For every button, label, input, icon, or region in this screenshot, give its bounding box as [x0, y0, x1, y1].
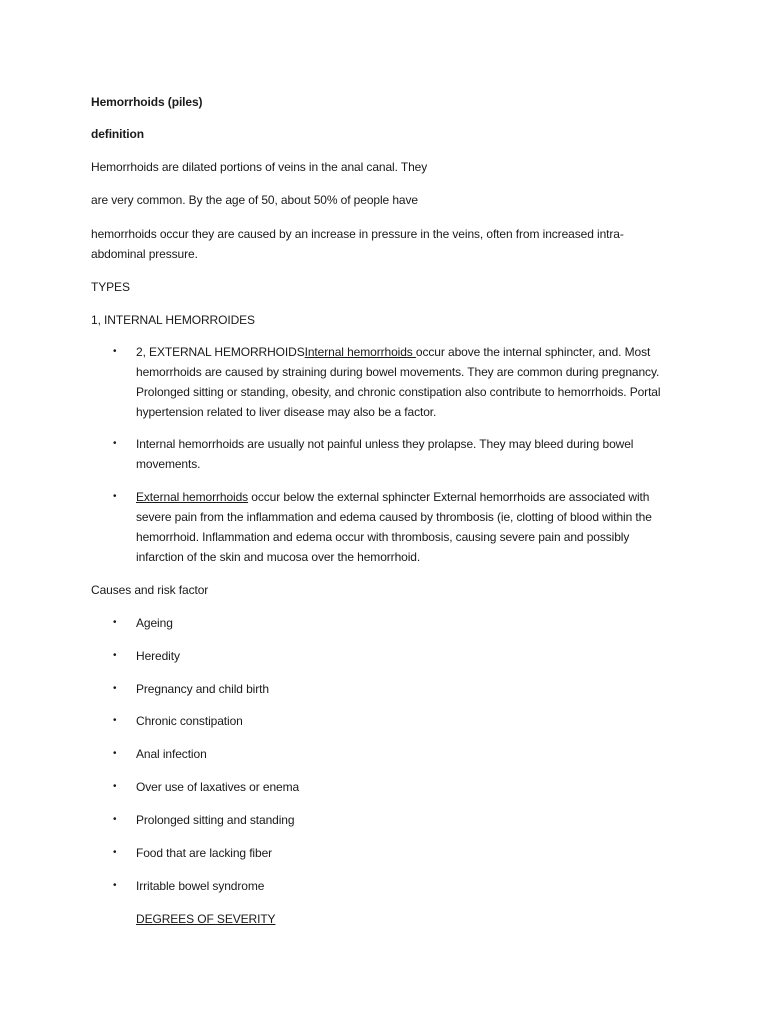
definition-paragraph-1: Hemorrhoids are dilated portions of veins in the anal canal. They — [91, 160, 428, 174]
cause-text: Pregnancy and child birth — [136, 682, 269, 696]
cause-text: Anal infection — [136, 747, 207, 761]
list-item — [113, 711, 673, 731]
bullet-icon: • — [113, 650, 117, 661]
cause-text: Over use of laxatives or enema — [136, 780, 300, 794]
cause-text: Food that are lacking fiber — [136, 846, 273, 860]
list-item — [113, 679, 673, 699]
cause-text: Irritable bowel syndrome — [136, 879, 265, 893]
definition-paragraph-3: hemorrhoids occur they are caused by an increase in pressure in the veins, often from increased intra-abdominal pressure. — [91, 227, 624, 261]
degrees-heading: DEGREES OF SEVERITY — [136, 912, 276, 926]
cause-text: Prolonged sitting and standing — [136, 813, 295, 827]
bullet-icon: • — [113, 683, 117, 694]
bullet-rest-text: occur above the internal sphincter, and. Most hemorrhoids are caused by straining during bowel movements. They are common during pregnancy. Prolonged sitting or standing, obesity, and chronic constipation also contribute to hemorrhoids. Portal hypertension related to liver disease may also be a factor. — [136, 345, 661, 419]
list-item — [113, 646, 673, 666]
bullet-text: Internal hemorrhoids are usually not painful unless they prolapse. They may bleed during bowel movements. — [136, 437, 634, 471]
causes-heading: Causes and risk factor — [91, 583, 209, 597]
bullet-icon: • — [113, 748, 117, 759]
bullet-icon: • — [113, 438, 117, 449]
bullet-icon: • — [113, 880, 117, 891]
list-item — [113, 613, 673, 633]
cause-text: Chronic constipation — [136, 714, 243, 728]
types-heading: TYPES — [91, 280, 130, 294]
list-item — [113, 876, 673, 896]
bullet-icon: • — [113, 715, 117, 726]
list-item — [113, 777, 673, 797]
bullet-icon: • — [113, 814, 117, 825]
type-internal-heading: 1, INTERNAL HEMORROIDES — [91, 313, 255, 327]
internal-hemorrhoids-link[interactable]: Internal hemorrhoids — [304, 345, 416, 359]
definition-heading: definition — [91, 127, 144, 141]
bullet-text — [136, 342, 676, 422]
list-item — [113, 487, 673, 567]
list-item — [113, 810, 673, 830]
bullet-icon: • — [113, 491, 117, 502]
bullet-rest-text: occur below the external sphincter External hemorrhoids are associated with severe pain from the inflammation and edema caused by thrombosis (ie, clotting of blood within the hemorrhoid. Inflammation and edema occur with thrombosis, causing severe pain and possibly infarction of the skin and mucosa over the hemorrhoid. — [136, 490, 652, 564]
cause-text: Heredity — [136, 649, 180, 663]
list-item — [113, 342, 673, 422]
bullet-icon: • — [113, 847, 117, 858]
list-item — [113, 434, 673, 474]
list-item — [113, 744, 673, 764]
external-hemorrhoids-label: 2, EXTERNAL HEMORRHOIDS — [136, 345, 305, 359]
bullet-icon: • — [113, 617, 117, 628]
bullet-icon: • — [113, 346, 117, 357]
external-hemorrhoids-link[interactable]: External hemorrhoids — [136, 490, 249, 504]
definition-paragraph-2: are very common. By the age of 50, about 50% of people have — [91, 193, 418, 207]
bullet-text — [136, 487, 676, 567]
cause-text: Ageing — [136, 616, 173, 630]
list-item — [113, 843, 673, 863]
document-title: Hemorrhoids (piles) — [91, 95, 203, 109]
bullet-icon: • — [113, 781, 117, 792]
